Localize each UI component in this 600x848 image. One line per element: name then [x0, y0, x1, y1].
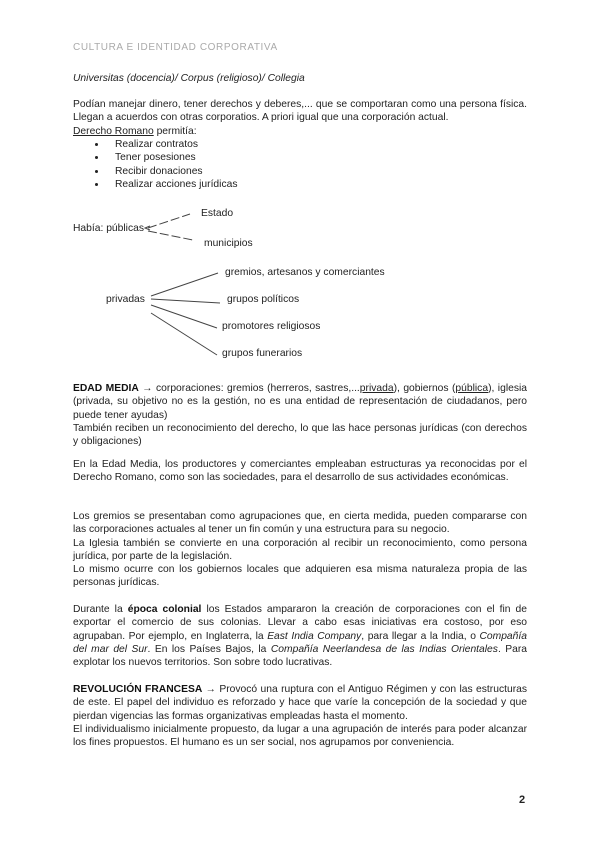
diagram-line — [151, 273, 218, 296]
diagram-item: grupos funerarios — [222, 348, 303, 359]
text: . Para explotar los nuevos territorios. Son sobre todo lucrativas. — [73, 643, 527, 669]
text-italic: Compañía del mar del Sur — [73, 630, 527, 655]
derecho-rest: permitía: — [153, 125, 197, 137]
paragraph — [73, 510, 527, 590]
diagram-municipios: municipios — [204, 238, 253, 249]
paragraph: En la Edad Media, los productores y comerciantes empleaban estructuras ya reconocidas por el Derecho Romano, como son las sociedades, para el desarrollo de sus actividades económicas. — [73, 459, 527, 484]
text: Durante la — [73, 604, 128, 615]
text-italic: East India Company — [267, 630, 362, 642]
text-italic: Compañía Neerlandesa de las Indias Orientales — [270, 643, 498, 655]
diagram-line — [151, 299, 220, 303]
text: Los gremios se presentaban como agrupaciones que, en cierta medida, pueden compararse con las corporaciones actuales al tener un fin común y una estructura para su negocio. — [73, 511, 527, 536]
diagram-item: grupos políticos — [227, 294, 300, 305]
text: La Iglesia también se convierte en una corporación al recibir un reconocimiento, como persona jurídica, por parte de la legislación. — [73, 537, 527, 562]
document-header: CULTURA E IDENTIDAD CORPORATIVA — [73, 42, 278, 53]
colonial-paragraph — [73, 603, 527, 669]
diagram-item: promotores religiosos — [222, 321, 321, 332]
text: . En los Países Bajos, la — [147, 643, 271, 655]
text: El individualismo inicialmente propuesto, da lugar a una agrupación de interés para poder alcanzar los fines propuestos. El humano es un ser social, nos agrupamos por conveniencia. — [73, 723, 527, 749]
diagram-line — [151, 313, 217, 355]
list-item: • Tener posesiones — [107, 151, 527, 164]
diagram-line — [151, 305, 217, 328]
diagram-privadas: privadas — [106, 294, 145, 305]
text: Provocó una ruptura con el Antiguo Régimen y con las estructuras de este. El papel del individuo es reforzado y hace que varíe la concepción de la sociedad y que pierdan vigencias las formas organizativas empleadas hasta el momento. — [73, 684, 527, 722]
text: , para llegar a la India, o — [361, 630, 480, 642]
diagram-line — [148, 214, 190, 228]
intro-text: Podían manejar dinero, tener derechos y deberes,... que se comportaran como una persona física. Llegan a acuerdos con otras corporatios. A priori igual que una corporación actual. — [73, 99, 527, 124]
derecho-label: Derecho Romano — [73, 125, 154, 137]
revolucion-paragraph — [73, 683, 527, 749]
text: También reciben un reconocimiento del derecho, lo que las hace personas jurídicas (con derechos y obligaciones) — [73, 422, 527, 448]
text: ), gobiernos ( — [393, 383, 456, 394]
edad-media-paragraph — [73, 382, 527, 448]
diagram-publicas: Había: públicas — [73, 223, 144, 234]
text: Lo mismo ocurre con los gobiernos locales que adquieren esa misma naturaleza propia de las personas jurídicas. — [73, 564, 527, 589]
list-item: • Realizar contratos — [107, 138, 527, 151]
subtitle: Universitas (docencia)/ Corpus (religioso)/ Collegia — [73, 73, 305, 84]
diagram-line — [148, 231, 193, 240]
list-item: • Recibir donaciones — [107, 165, 527, 178]
text: corporaciones: gremios (herreros, sastres,... — [156, 383, 360, 394]
list-item: • Realizar acciones jurídicas — [107, 178, 527, 191]
text: los Estados ampararon la creación de corporaciones con el fin de exportar el comercio de sus colonias. Llevar a cabo esas iniciativas era costoso, por eso agrupaban. Por ejemplo, en Inglaterra, la — [73, 604, 527, 642]
page-number: 2 — [519, 794, 526, 806]
publica-underlined: pública — [455, 383, 489, 394]
diagram-item: gremios, artesanos y comerciantes — [225, 267, 385, 278]
edad-media-heading: EDAD MEDIA — [73, 383, 139, 394]
arrow: → — [138, 383, 157, 394]
arrow: → — [202, 684, 220, 695]
revolucion-heading: REVOLUCIÓN FRANCESA — [73, 684, 203, 695]
diagram-estado: Estado — [201, 208, 234, 219]
privada-underlined: privada — [359, 383, 394, 394]
colonial-bold: época colonial — [127, 604, 202, 615]
text: ), iglesia (privada, su objetivo no es la gestión, no es una entidad de representación de ciudadanos, pero puede tener ayudas) — [73, 383, 527, 421]
